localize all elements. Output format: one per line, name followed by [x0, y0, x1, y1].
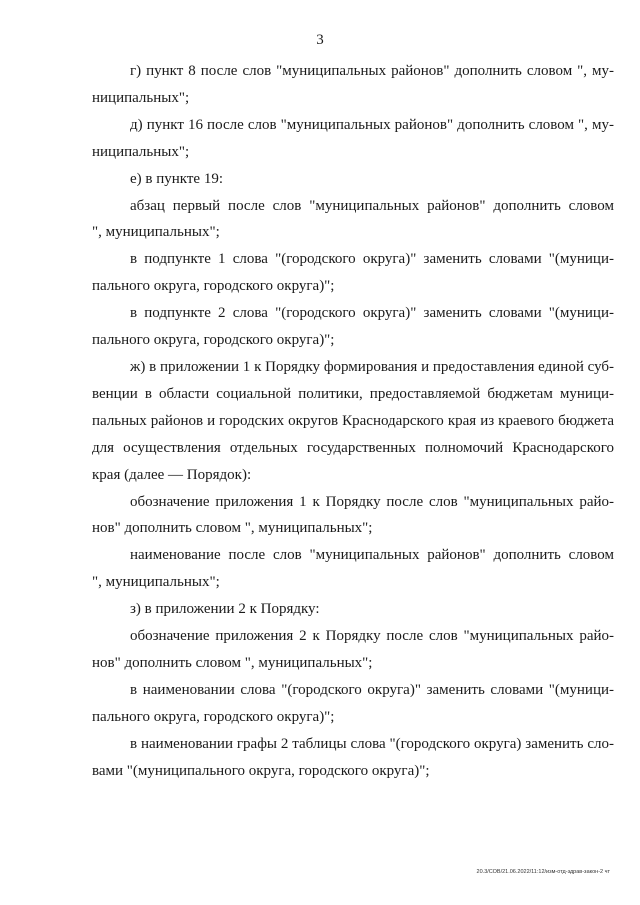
text-line: нов" дополнить словом ", муниципальных"; [92, 520, 373, 537]
text-line: ниципальных"; [92, 143, 190, 160]
text-line: в наименовании слова "(городского округа)" заменить словами "(муници- [130, 681, 614, 698]
text-line: д) пункт 16 после слов "муниципальных районов" дополнить словом ", му- [130, 116, 614, 133]
text-line: вами "(муниципального округа, городского округа)"; [92, 762, 430, 779]
text-line: пальных районов и городских округов Краснодарского края из краевого бюджета [92, 412, 614, 429]
page-number: 3 [316, 32, 324, 48]
text-line: края (далее — Порядок): [92, 466, 252, 483]
document-footer-code: 20.3/СОВ/21.06.2022/11:12/изм-отд-здрав-закон-2 чт [476, 869, 610, 875]
text-line: венции в области социальной политики, предоставляемой бюджетам муници- [92, 385, 614, 402]
text-line: в подпункте 1 слова "(городского округа)" заменить словами "(муници- [130, 251, 614, 268]
text-line: для осуществления отдельных государственных полномочий Краснодарского [92, 439, 614, 456]
text-line: пального округа, городского округа)"; [92, 332, 335, 349]
text-line: абзац первый после слов "муниципальных районов" дополнить словом [130, 197, 614, 214]
text-line: е) в пункте 19: [130, 170, 224, 187]
text-line: в наименовании графы 2 таблицы слова "(городского округа) заменить сло- [130, 735, 614, 752]
text-line: ", муниципальных"; [92, 224, 220, 241]
text-line: ниципальных"; [92, 89, 190, 106]
text-line: з) в приложении 2 к Порядку: [130, 601, 320, 618]
text-line: ж) в приложении 1 к Порядку формирования и предоставления единой суб- [130, 358, 614, 375]
text-line: нов" дополнить словом ", муниципальных"; [92, 654, 373, 671]
text-line: пального округа, городского округа)"; [92, 708, 335, 725]
text-line: ", муниципальных"; [92, 574, 220, 591]
text-line: в подпункте 2 слова "(городского округа)" заменить словами "(муници- [130, 305, 614, 322]
text-line: наименование после слов "муниципальных районов" дополнить словом [130, 547, 614, 564]
document-body [92, 58, 614, 784]
text-line: г) пункт 8 после слов "муниципальных районов" дополнить словом ", му- [130, 63, 614, 79]
text-line: обозначение приложения 1 к Порядку после слов "муниципальных райо- [130, 493, 614, 510]
text-line: обозначение приложения 2 к Порядку после слов "муниципальных райо- [130, 628, 614, 645]
text-line: пального округа, городского округа)"; [92, 278, 335, 295]
